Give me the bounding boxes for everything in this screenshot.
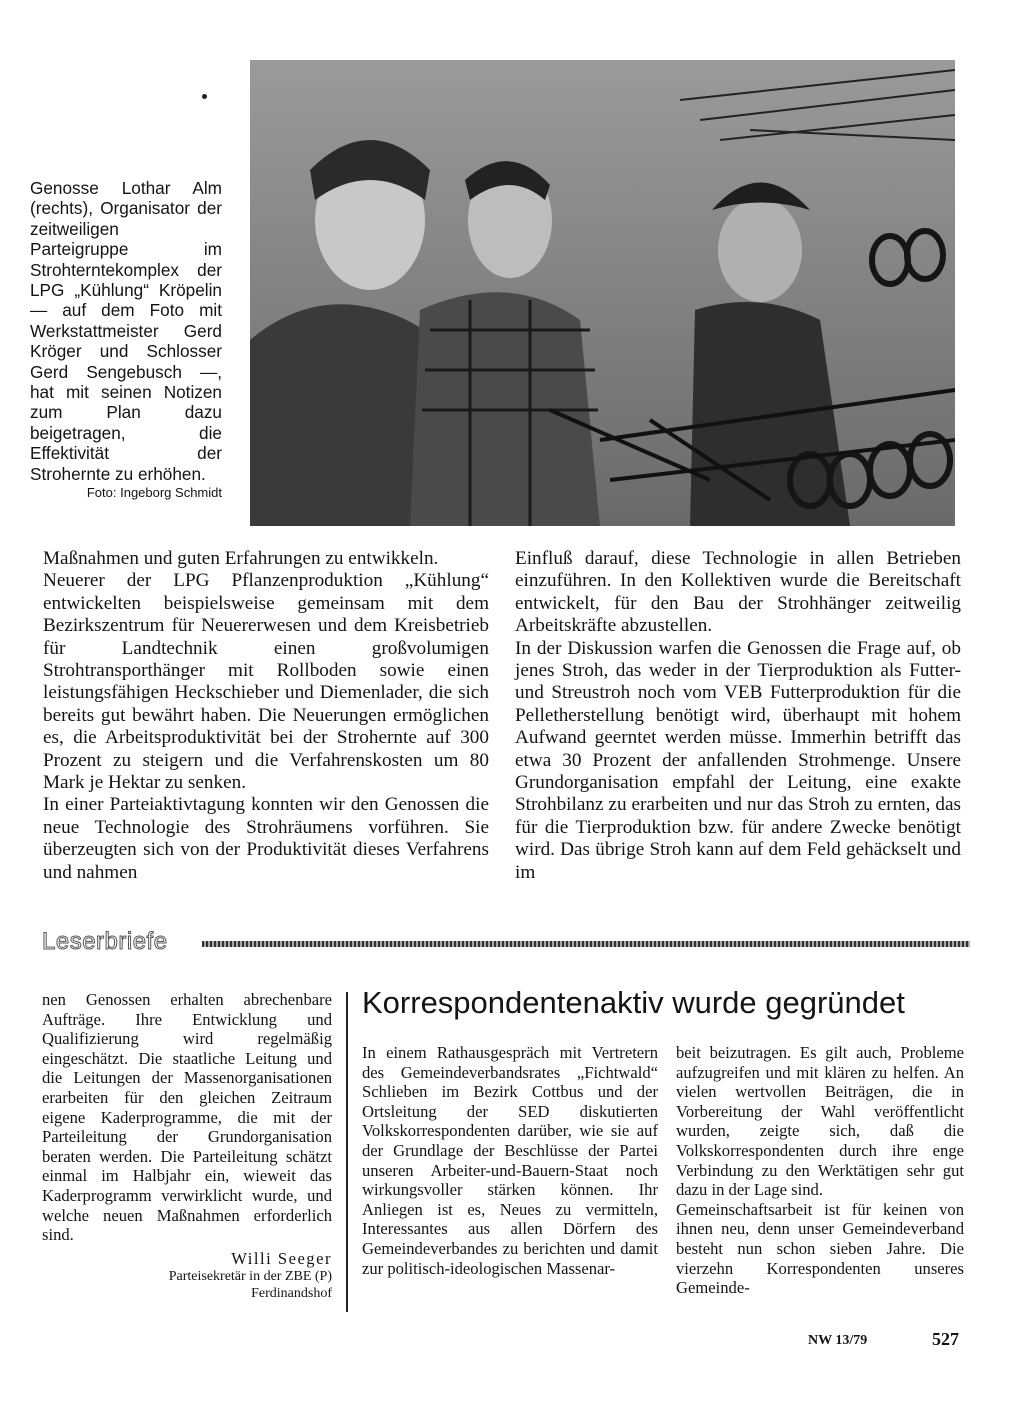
caption-text: Genosse Lothar Alm (rechts), Organisator der zeitweiligen Parteigruppe im Strohterntekomplex der LPG „Kühlung“ Kröpelin — auf dem Foto mit Werkstattmeister Gerd Kröger und Schlosser Gerd Sengebusch —, hat mit seinen Notizen zum Plan dazu beigetragen, die Effektivität der Strohernte zu erhöhen. bbox=[30, 178, 222, 484]
article-column-1 bbox=[43, 548, 489, 884]
letter-author-role: Parteisekretär in der ZBE (P) bbox=[168, 1269, 332, 1285]
letter-author-place: Ferdinandshof bbox=[251, 1286, 332, 1302]
paragraph: Gemeinschaftsarbeit ist für keinen von ihnen neu, denn unser Gemeindeverband besteht nun schon sieben Jahre. Die vierzehn Korrespondenten unseres Gemeinde- bbox=[676, 1199, 964, 1298]
photo-caption bbox=[30, 178, 222, 501]
paragraph: In der Diskussion warfen die Genossen die Frage auf, ob jenes Stroh, das weder in der Tierproduktion als Futter- und Streustroh noch vom VEB Futterproduktion für die Pelletherstellung benötigt wird, überhaupt mit hohem Aufwand geerntet werden müsse. Immerhin betrifft das etwa 30 Prozent der anfallenden Strohmenge. Unsere Grundorganisation empfahl der Leitung, eine exakte Strohbilanz zu erarbeiten und nur das Stroh zu ernten, das für die Tierproduktion bzw. für andere Zwecke benötigt wird. Das übrige Stroh kann auf dem Feld gehäckselt und im bbox=[515, 637, 961, 883]
news-photo bbox=[250, 60, 955, 526]
article-bottom-column-2 bbox=[676, 1043, 964, 1298]
paragraph: In einem Rathausgespräch mit Vertretern des Gemeindeverbandsrates „Fichtwald“ Schlieben im Bezirk Cottbus und der Ortsleitung der SED diskutierten Volkskorrespondenten darüber, wie sie auf der Grundlage der Beschlüsse der Partei unseren Arbeiter-und-Bauern-Staat noch wirkungsvoller stärken können. Ihr Anliegen ist es, Neues zu vermitteln, Interessantes aus allen Dörfern des Gemeindeverbandes zu berichten und damit zur politisch-ideologischen Massenar- bbox=[362, 1043, 658, 1278]
article-column-2 bbox=[515, 548, 961, 884]
print-speck bbox=[202, 94, 207, 99]
section-rule bbox=[202, 941, 970, 947]
paragraph: Einfluß darauf, diese Technologie in allen Betrieben einzuführen. In den Kollektiven wurde die Bereitschaft entwickelt, für den Bau der Strohhänger zeitweilig Arbeitskräfte abzustellen. bbox=[515, 548, 961, 637]
article-bottom-column-1 bbox=[362, 1043, 658, 1278]
paragraph: In einer Parteiaktivtagung konnten wir den Genossen die neue Technologie des Strohräumens vorführen. Sie überzeugten sich von der Produktivität dieses Verfahrens und nahmen bbox=[43, 794, 489, 883]
article-headline: Korrespondentenaktiv wurde gegründet bbox=[362, 985, 905, 1020]
photo-credit: Foto: Ingeborg Schmidt bbox=[86, 485, 222, 501]
paragraph: beit beizutragen. Es gilt auch, Probleme aufzugreifen und mit klären zu helfen. An vielen wertvollen Beiträgen, die in Vorbereitung der Wahl veröffentlicht wurden, zeigte sich, daß die Volkskorrespondenten durch ihre enge Verbindung zu den Werktätigen sehr gut dazu in der Lage sind. bbox=[676, 1043, 964, 1200]
section-title: Leserbriefe bbox=[42, 928, 168, 955]
letter-column bbox=[42, 990, 332, 1302]
letter-text: nen Genossen erhalten abrechenbare Aufträge. Ihre Entwicklung und Qualifizierung wird regelmäßig eingeschätzt. Die staatliche Leitung und die Leitungen der Massenorganisationen erarbeiten für den gleichen Zeitraum eigene Kaderprogramme, die mit der Parteileitung der Grundorganisation beraten werden. Die Parteileitung schätzt einmal im Halbjahr ein, wieweit das Kaderprogramm verwirklicht wurde, und welche neuen Maßnahmen erforderlich sind. bbox=[42, 990, 332, 1245]
page-number: 527 bbox=[932, 1329, 959, 1349]
column-divider bbox=[346, 992, 348, 1312]
section-header bbox=[42, 925, 970, 959]
paragraph: Maßnahmen und guten Erfahrungen zu entwikkeln. bbox=[43, 548, 439, 569]
paragraph: Neuerer der LPG Pflanzenproduktion „Kühlung“ entwickelten beispielsweise gemeinsam mit dem Bezirkszentrum für Neuererwesen und dem Kreisbetrieb für Landtechnik einen großvolumigen Strohtransporthänger mit Rollboden sowie einen leistungsfähigen Heckschieber und Diemenlader, die sich bereits gut bewährt haben. Die Neuerungen ermöglichen es, die Arbeitsproduktivität bei der Strohernte auf 300 Prozent zu steigern und die Verfahrenskosten um 80 Mark je Hektar zu senken. bbox=[43, 570, 489, 794]
letter-signature: Willi Seeger bbox=[231, 1248, 332, 1268]
photo-image bbox=[250, 60, 955, 526]
issue-number: NW 13/79 bbox=[808, 1333, 868, 1348]
